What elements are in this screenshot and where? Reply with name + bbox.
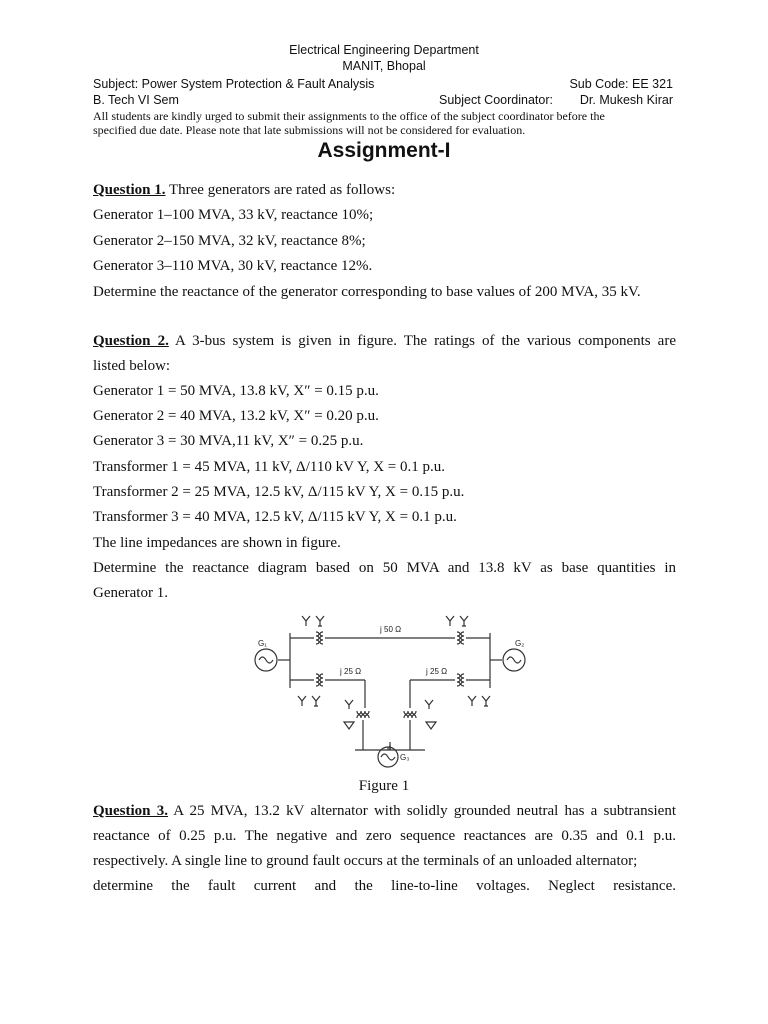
q1-line-3: Generator 3–110 MVA, 30 kV, reactance 12%. <box>93 258 373 274</box>
page-title: Assignment-I <box>317 139 451 162</box>
q2-determine-1: Determine the reactance diagram based on 50 MVA and 13.8 kV as base quantities in <box>93 560 676 576</box>
transformer-bus3-left <box>357 711 369 714</box>
institute-name: MANIT, Bhopal <box>342 59 426 73</box>
q2-gen-2: Generator 2 = 40 MVA, 13.2 kV, X″ = 0.20 p.u. <box>93 408 379 424</box>
label-g3: G₃ <box>400 753 410 762</box>
q2-intro: A 3-bus system is given in figure. The ratings of the various components are <box>168 333 676 349</box>
semester-text: B. Tech VI Sem <box>93 93 179 107</box>
notice-line-2: specified due date. Please note that late submissions will not be considered for evaluation. <box>93 123 526 137</box>
sub-code: Sub Code: EE 321 <box>569 77 673 91</box>
q3-label: Question 3. <box>93 803 168 819</box>
q2-determine-2: Generator 1. <box>93 585 168 601</box>
q1-label: Question 1. <box>93 182 166 198</box>
q2-intro-2: listed below: <box>93 358 171 374</box>
delta-marker <box>344 722 354 729</box>
subject-text: Subject: Power System Protection & Fault Analysis <box>93 77 375 91</box>
transformer-bottom-right <box>457 674 460 686</box>
q3-line-1: A 25 MVA, 13.2 kV alternator with solidly grounded neutral has a subtransient <box>167 803 676 819</box>
q2-label: Question 2. <box>93 333 169 349</box>
q3-line-3: respectively. A single line to ground fault occurs at the terminals of an unloaded alternator; <box>93 853 638 869</box>
coordinator-name: Dr. Mukesh Kirar <box>579 93 673 107</box>
q2-heading <box>93 333 676 350</box>
q1-line-4: Determine the reactance of the generator corresponding to base values of 200 MVA, 35 kV. <box>93 284 641 300</box>
coordinator-label: Subject Coordinator: <box>439 93 553 107</box>
label-g2: G₂ <box>515 639 525 648</box>
q1-heading <box>93 182 395 199</box>
notice-line-1: All students are kindly urged to submit their assignments to the office of the subject coordinator before the <box>93 109 605 123</box>
q1-line-1: Generator 1–100 MVA, 33 kV, reactance 10%; <box>93 207 374 223</box>
figure-caption: Figure 1 <box>358 778 410 794</box>
transformer-bottom-left <box>316 674 319 686</box>
wye-marker <box>302 616 310 626</box>
q2-trans-1: Transformer 1 = 45 MVA, 11 kV, Δ/110 kV Y, X = 0.1 p.u. <box>93 459 446 475</box>
label-j50: j 50 Ω <box>380 625 402 634</box>
q2-gen-3: Generator 3 = 30 MVA,11 kV, X″ = 0.25 p.u. <box>93 433 364 449</box>
q2-trans-3: Transformer 3 = 40 MVA, 12.5 kV, Δ/115 kV Y, X = 0.1 p.u. <box>93 509 457 525</box>
q2-gen-1: Generator 1 = 50 MVA, 13.8 kV, X″ = 0.15 p.u. <box>93 383 379 399</box>
label-j25-left: j 25 Ω <box>340 667 362 676</box>
label-j25-right: j 25 Ω <box>426 667 448 676</box>
semester-row <box>93 93 673 107</box>
q3-heading <box>93 803 676 820</box>
subject-row <box>93 77 673 91</box>
q3-line-4: determine the fault current and the line-to-line voltages. Neglect resistance. <box>93 878 676 894</box>
transformer-bus3-right <box>404 711 416 714</box>
department-name: Electrical Engineering Department <box>289 43 479 57</box>
three-bus-diagram <box>240 608 540 778</box>
q2-line-impedances: The line impedances are shown in figure. <box>93 535 341 551</box>
q2-trans-2: Transformer 2 = 25 MVA, 12.5 kV, Δ/115 kV Y, X = 0.15 p.u. <box>93 484 465 500</box>
q1-intro: Three generators are rated as follows: <box>165 182 396 198</box>
transformer-top-left <box>316 632 319 644</box>
transformer-top-right <box>457 632 460 644</box>
q1-line-2: Generator 2–150 MVA, 32 kV, reactance 8%; <box>93 233 366 249</box>
q3-line-2: reactance of 0.25 p.u. The negative and zero sequence reactances are 0.35 and 0.1 p.u. <box>93 828 676 844</box>
label-g1: G₁ <box>258 639 267 648</box>
